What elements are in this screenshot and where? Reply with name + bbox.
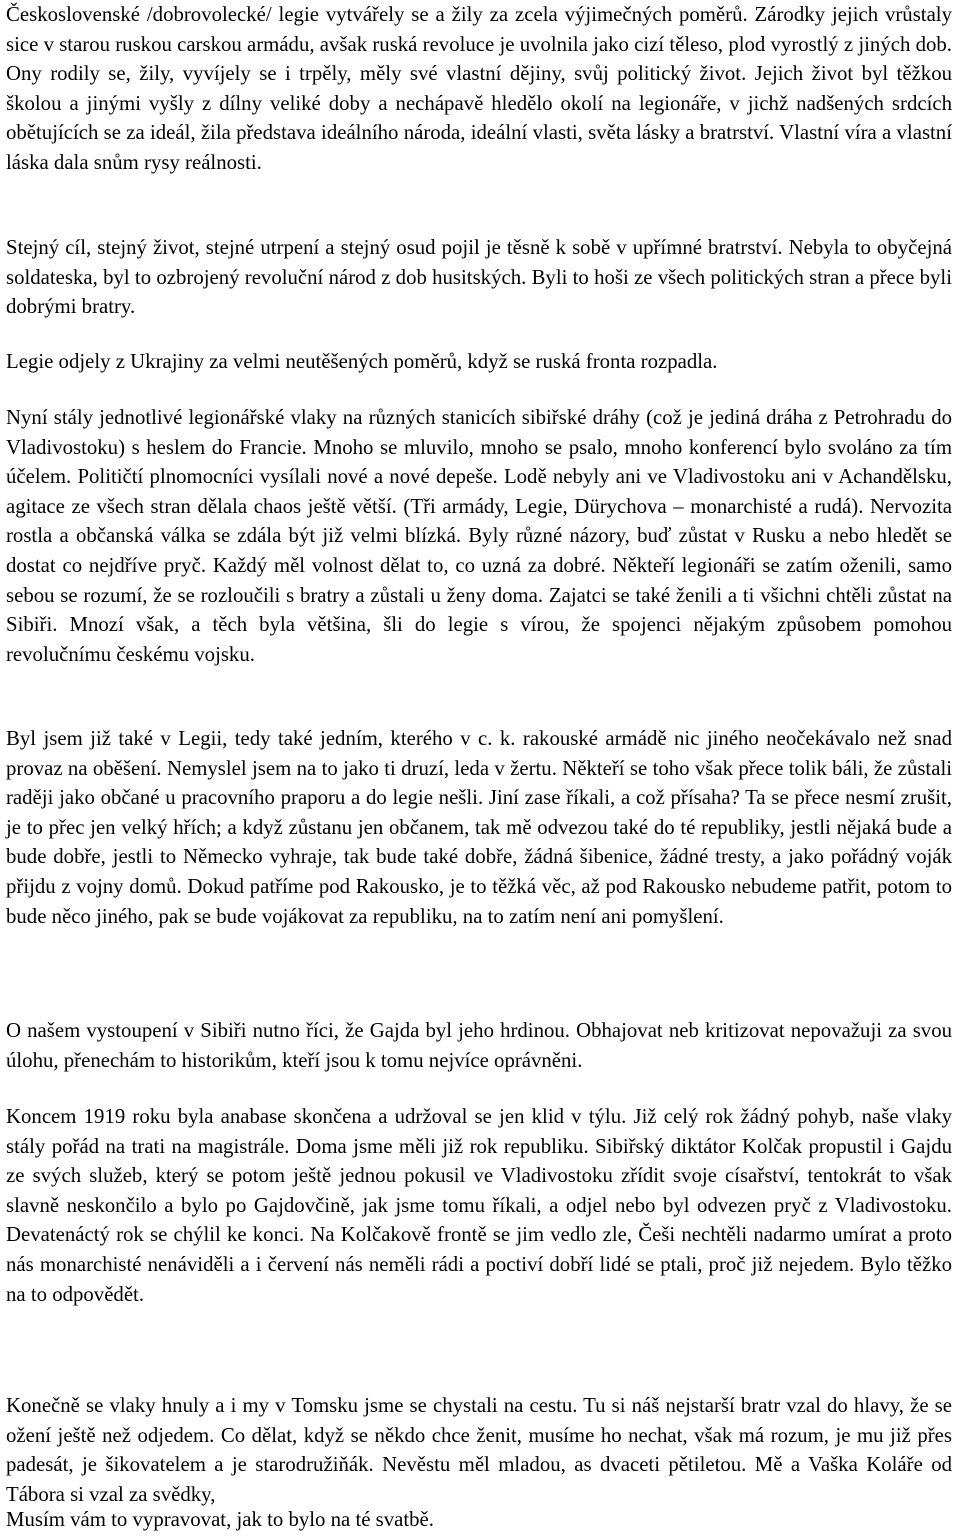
paragraph-1: Československé /dobrovolecké/ legie vytvářely se a žily za zcela výjimečných poměrů. Zárodky jejich vrůstaly sice v starou ruskou carskou armádu, avšak ruská revoluce je uvolnila jako cizí těleso, plod vyrostlý z jiných dob. Ony rodily se, žily, vyvíjely se i trpěly, měly své vlastní dějiny, svůj politický život. Jejich život byl těžkou školou a jinými vyšly z dílny veliké doby a nechápavě hledělo okolí na legionáře, v jichž nadšených srdcích obětujících se za ideál, žila představa ideálního národa, ideální vlasti, světa lásky a bratrství. Vlastní víra a vlastní láska dala snům rysy reálnosti. xyxy=(6,3,952,174)
paragraph-5: Byl jsem již také v Legii, tedy také jedním, kterého v c. k. rakouské armádě nic jiného neočekávalo než snad provaz na oběšení. Nemyslel jsem na to jako ti druzí, leda v žertu. Někteří se toho však přece tolik báli, že zůstali raději jako občané u pracovního praporu a do legie nešli. Jiní zase říkali, a což přísaha? Ta se přece nesmí zrušit, je to přec jen velký hřích; a když zůstanu jen občanem, tak mě odvezou také do té republiky, jestli nějaká bude a bude dobře, jestli to Německo vyhraje, tak bude také dobře, žádná šibenice, žádné tresty, a jako pořádný voják přijdu z vojny domů. Dokud patříme pod Rakousko, je to těžká věc, až pod Rakousko nebudeme patřit, potom to bude něco jiného, pak se bude vojákovat za republiku, na to zatím není ani pomyšlení. xyxy=(6,727,952,928)
paragraph-3: Legie odjely z Ukrajiny za velmi neutěšených poměrů, když se ruská fronta rozpadla. xyxy=(6,350,718,373)
paragraph-2: Stejný cíl, stejný život, stejné utrpení a stejný osud pojil je těsně k sobě v upřímné bratrství. Nebyla to obyčejná soldateska, byl to ozbrojený revoluční národ z dob husitských. Byli to hoši ze všech politických stran a přece byli dobrými bratry. xyxy=(6,236,952,319)
paragraph-7: Koncem 1919 roku byla anabase skončena a udržoval se jen klid v týlu. Již celý rok žádný pohyb, naše vlaky stály pořád na trati na magistrále. Doma jsme měli již rok republiku. Sibiřský diktátor Kolčak propustil i Gajdu ze svých služeb, který se potom ještě jednou pokusil ve Vladivostoku zřídit svoje císařství, tentokrát to však slavně neskončilo a bylo po Gajdovčině, jak jsme tomu říkali, a odjel nebo byl odvezen pryč z Vladivostoku. Devatenáctý rok se chýlil ke konci. Na Kolčakově frontě se jim vedlo zle, Češi nechtěli nadarmo umírat a proto nás monarchisté nenáviděli a i červení nás neměli rádi a poctiví dobří lidé se ptali, proč již nejedem. Bylo těžko na to odpovědět. xyxy=(6,1105,952,1306)
paragraph-4: Nyní stály jednotlivé legionářské vlaky na různých stanicích sibiřské dráhy (což je jediná dráha z Petrohradu do Vladivostoku) s heslem do Francie. Mnoho se mluvilo, mnoho se psalo, mnoho konferencí bylo svoláno za tím účelem. Političtí plnomocníci vysílali nové a nové depeše. Lodě nebyly ani ve Vladivostoku ani v Achandělsku, agitace ze všech stran dělala chaos ještě větší. (Tři armády, Legie, Dürychova – monarchisté a rudá). Nervozita rostla a občanská válka se zdála být již velmi blízká. Byly různé názory, buď zůstat v Rusku a nebo hledět se dostat co nejdříve pryč. Každý měl volnost dělat to, co uzná za dobré. Někteří legionáři se zatím oženili, samo sebou se rozumí, že se rozloučili s bratry a zůstali u ženy doma. Zajatci se také ženili a ti všichni chtěli zůstat na Sibiři. Mnozí však, a těch byla většina, šli do legie s vírou, že spojenci nějakým způsobem pomohou revolučnímu českému vojsku. xyxy=(6,406,952,666)
paragraph-6: O našem vystoupení v Sibiři nutno říci, že Gajda byl jeho hrdinou. Obhajovat neb kritizovat nepovažuji za svou úlohu, přenechám to historikům, kteří jsou k tomu nejvíce oprávněni. xyxy=(6,1019,952,1072)
paragraph-8: Konečně se vlaky hnuly a i my v Tomsku jsme se chystali na cestu. Tu si náš nejstarší bratr vzal do hlavy, že se ožení ještě než odjedem. Co dělat, když se někdo chce ženit, musíme ho nechat, však má rozum, je mu již přes padesát, je šikovatelem a je starodružiňák. Nevěstu měl mladou, as dvaceti pětiletou. Mě a Vaška Koláře od Tábora si vzal za svědky, xyxy=(6,1394,952,1506)
paragraph-9: Musím vám to vypravovat, jak to bylo na té svatbě. xyxy=(6,1508,434,1531)
